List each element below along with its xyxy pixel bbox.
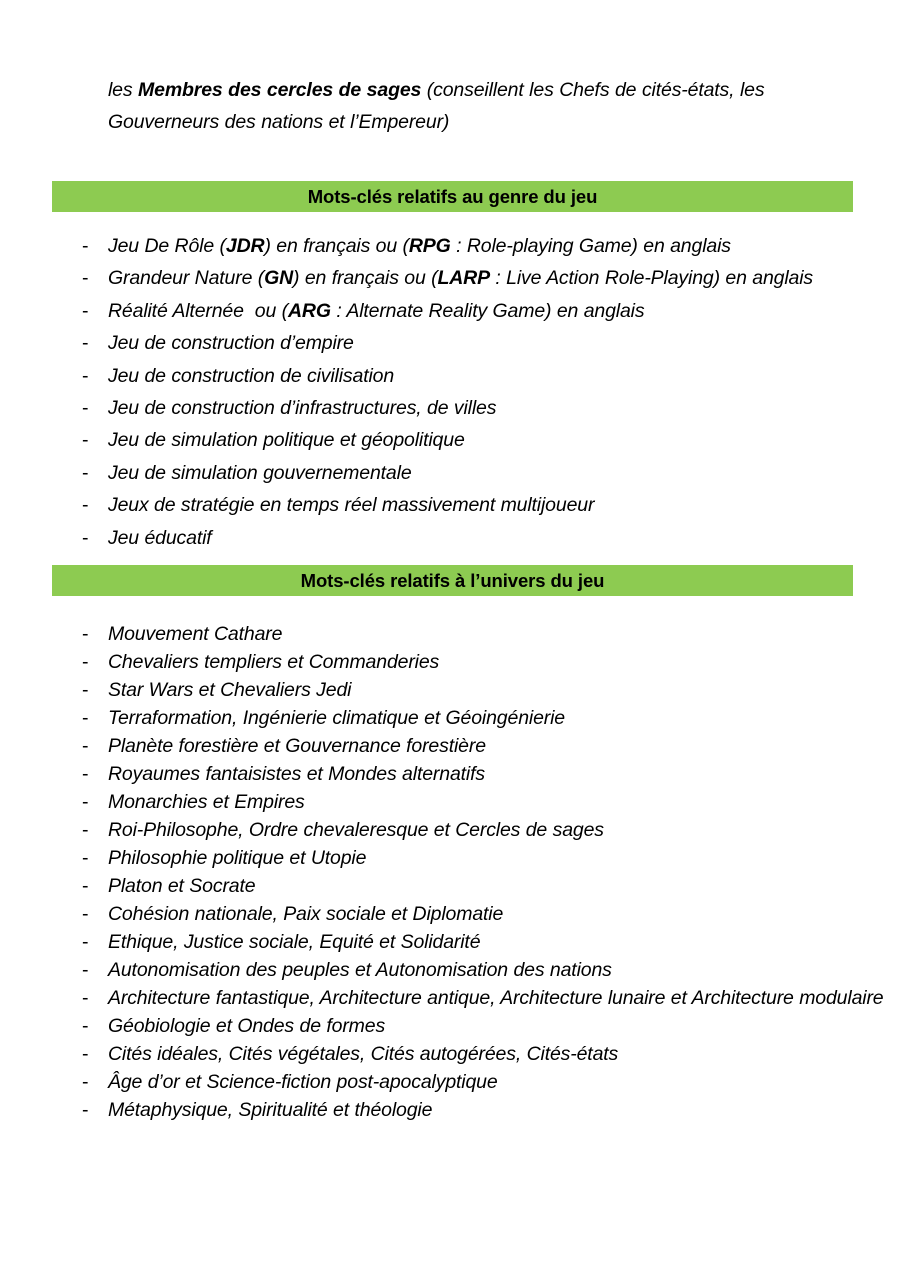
keyword-item-text [108, 1015, 385, 1037]
bullet-dash: - [82, 875, 89, 897]
keyword-item [82, 620, 872, 648]
section-header-univers-title: Mots-clés relatifs à l’univers du jeu [300, 569, 605, 591]
keyword-item [82, 262, 872, 294]
intro-tail: (conseillent les Chefs de cités-états, les Gouverneurs des nations et l’Empereur) [108, 78, 765, 133]
keyword-text-run: Grandeur Nature ( [108, 267, 265, 290]
keyword-item [82, 230, 872, 262]
bullet-dash: - [82, 461, 89, 484]
bullet-dash: - [82, 623, 89, 645]
keyword-item-text [108, 931, 480, 953]
keyword-text-run: Jeu éducatif [108, 526, 212, 549]
keyword-text-run: Architecture fantastique, Architecture antique, Architecture lunaire et Architecture modulaire [108, 987, 884, 1009]
keyword-abbreviation: ARG [287, 299, 331, 322]
bullet-dash: - [82, 397, 89, 420]
keyword-text-run: Ethique, Justice sociale, Equité et Solidarité [108, 931, 481, 953]
keyword-item-text [108, 791, 305, 813]
keyword-item-text [108, 903, 503, 925]
keyword-item [82, 928, 872, 956]
bullet-dash: - [82, 299, 89, 322]
keyword-item [82, 732, 872, 760]
keyword-item [82, 648, 872, 676]
keyword-item-text [108, 365, 394, 387]
intro-emphasis: Membres des cercles de sages [138, 78, 422, 101]
keyword-text-run: Chevaliers templiers et Commanderies [108, 651, 440, 673]
keyword-abbreviation: JDR [225, 235, 265, 257]
bullet-dash: - [82, 847, 89, 869]
bullet-dash: - [82, 1043, 89, 1065]
bullet-dash: - [82, 679, 89, 701]
keyword-item [82, 1096, 872, 1124]
keyword-item-text [108, 847, 366, 869]
keyword-item [82, 676, 872, 704]
bullet-dash: - [82, 791, 89, 813]
keyword-text-run: Réalité Alternée ou ( [108, 299, 288, 322]
bullet-dash: - [82, 651, 89, 673]
keyword-text-run: Métaphysique, Spiritualité et théologie [108, 1099, 433, 1121]
keyword-item-text [108, 1043, 618, 1065]
section-header-genre [52, 181, 853, 212]
keyword-text-run: Cohésion nationale, Paix sociale et Diplomatie [108, 903, 504, 925]
section-header-univers [52, 565, 853, 596]
bullet-dash: - [82, 429, 89, 452]
keyword-item [82, 1068, 872, 1096]
keyword-text-run: Mouvement Cathare [108, 623, 283, 645]
keyword-item-text [108, 1071, 498, 1093]
keyword-item-text [108, 651, 439, 673]
keyword-text-run: Terraformation, Ingénierie climatique et Géoingénierie [108, 707, 565, 729]
section-header-genre-title: Mots-clés relatifs au genre du jeu [307, 185, 598, 207]
keyword-item-text [108, 735, 486, 757]
keyword-text-run: Jeu de construction de civilisation [108, 364, 395, 387]
bullet-dash: - [82, 903, 89, 925]
keyword-text-run: : Live Action Role-Playing) en anglais [489, 267, 814, 290]
keyword-list-univers [82, 620, 884, 1124]
bullet-dash: - [82, 819, 89, 841]
keyword-text-run: Géobiologie et Ondes de formes [108, 1015, 386, 1037]
keyword-item-text [108, 527, 212, 549]
keyword-item-text [108, 494, 594, 516]
bullet-dash: - [82, 987, 89, 1009]
keyword-text-run: Autonomisation des peuples et Autonomisation des nations [108, 959, 612, 981]
bullet-dash: - [82, 959, 89, 981]
keyword-item-text [108, 875, 255, 897]
keyword-text-run: Jeu de construction d’empire [108, 332, 354, 355]
keyword-text-run: Âge d’or et Science-fiction post-apocalyptique [108, 1071, 498, 1093]
keyword-item-text [108, 235, 731, 257]
keyword-item-text [108, 429, 465, 451]
bullet-dash: - [82, 1015, 89, 1037]
bullet-dash: - [82, 526, 89, 549]
keyword-item-text [108, 267, 813, 289]
keyword-item [82, 392, 872, 424]
keyword-item [82, 872, 872, 900]
keyword-item [82, 1040, 872, 1068]
keyword-item [82, 1012, 872, 1040]
keyword-item [82, 816, 872, 844]
keyword-text-run: Jeu de simulation gouvernementale [108, 461, 412, 484]
keyword-item-text [108, 763, 485, 785]
keyword-item [82, 788, 872, 816]
keyword-text-run: Platon et Socrate [108, 875, 256, 897]
bullet-dash: - [82, 364, 89, 387]
keyword-abbreviation: LARP [437, 267, 490, 290]
bullet-dash: - [82, 763, 89, 785]
keyword-item [82, 956, 872, 984]
keyword-item-text [108, 679, 351, 701]
keyword-item-text [108, 987, 883, 1009]
keyword-abbreviation: RPG [408, 235, 451, 257]
keyword-item [82, 760, 872, 788]
keyword-text-run: : Role-playing Game) en anglais [450, 235, 731, 257]
bullet-dash: - [82, 1099, 89, 1121]
keyword-text-run: Jeux de stratégie en temps réel massivement multijoueur [108, 494, 595, 517]
keyword-abbreviation: GN [264, 267, 294, 290]
keyword-text-run: Philosophie politique et Utopie [108, 847, 367, 869]
keyword-list-genre [82, 230, 872, 554]
keyword-item-text [108, 623, 282, 645]
keyword-text-run: Star Wars et Chevaliers Jedi [108, 679, 352, 701]
keyword-text-run: Jeu de construction d’infrastructures, de villes [108, 397, 497, 420]
bullet-dash: - [82, 267, 89, 290]
keyword-item-text [108, 1099, 432, 1121]
bullet-dash: - [82, 235, 89, 257]
keyword-item [82, 984, 884, 1012]
keyword-text-run: Planète forestière et Gouvernance forestière [108, 735, 486, 757]
keyword-text-run: ) en français ou ( [264, 235, 409, 257]
bullet-dash: - [82, 735, 89, 757]
keyword-text-run: Jeu de simulation politique et géopolitique [108, 429, 465, 452]
keyword-text-run: Royaumes fantaisistes et Mondes alternatifs [108, 763, 485, 785]
keyword-item [82, 457, 872, 489]
keyword-text-run: Cités idéales, Cités végétales, Cités autogérées, Cités-états [108, 1043, 619, 1065]
bullet-dash: - [82, 1071, 89, 1093]
keyword-item [82, 900, 872, 928]
keyword-text-run: Monarchies et Empires [108, 791, 305, 813]
keyword-item-text [108, 397, 496, 419]
intro-lead: les [108, 78, 139, 101]
keyword-item [82, 360, 872, 392]
keyword-item-text [108, 462, 412, 484]
keyword-item-text [108, 300, 644, 322]
keyword-item [82, 522, 872, 554]
keyword-item-text [108, 959, 612, 981]
bullet-dash: - [82, 931, 89, 953]
keyword-item [82, 295, 872, 327]
keyword-item [82, 327, 872, 359]
intro-paragraph [108, 74, 808, 138]
bullet-dash: - [82, 332, 89, 355]
keyword-item [82, 704, 872, 732]
keyword-text-run: ) en français ou ( [293, 267, 438, 290]
keyword-item-text [108, 332, 354, 354]
keyword-item [82, 489, 872, 521]
bullet-dash: - [82, 494, 89, 517]
keyword-text-run: : Alternate Reality Game) en anglais [330, 299, 645, 322]
keyword-text-run: Roi-Philosophe, Ordre chevaleresque et Cercles de sages [108, 819, 604, 841]
bullet-dash: - [82, 707, 89, 729]
keyword-item [82, 844, 872, 872]
keyword-item-text [108, 707, 565, 729]
keyword-text-run: Jeu De Rôle ( [108, 235, 226, 257]
keyword-item-text [108, 819, 604, 841]
keyword-item [82, 424, 872, 456]
